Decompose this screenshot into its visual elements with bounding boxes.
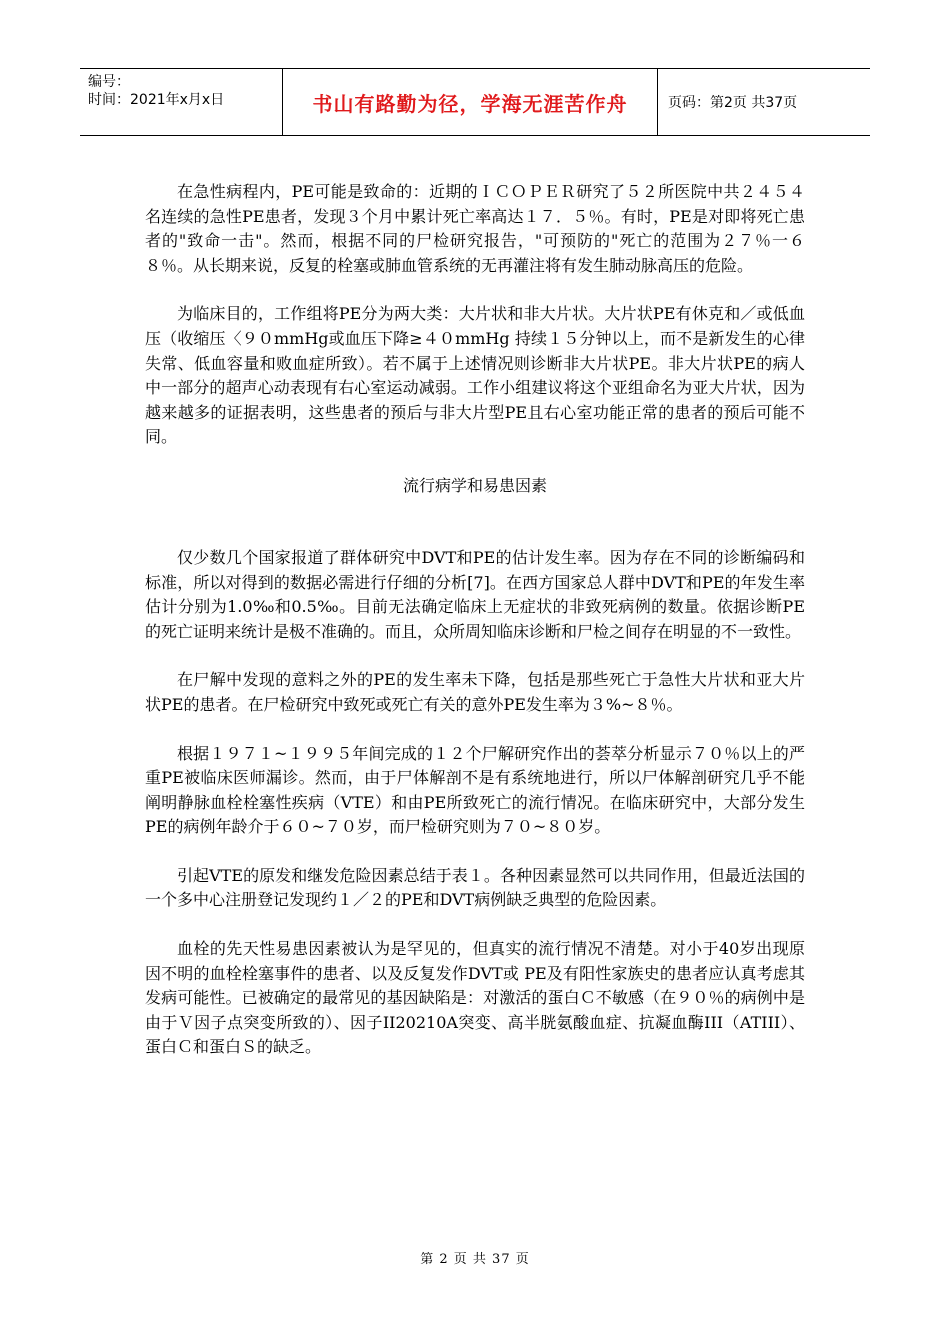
paragraph-autopsy: 在尸解中发现的意料之外的PE的发生率未下降，包括是那些死亡于急性大片状和亚大片状PE的患者。在尸检研究中致死或死亡有关的意外PE发生率为３%~８％。 <box>145 670 805 714</box>
paragraph-incidence: 仅少数几个国家报道了群体研究中DVT和PE的估计发生率。因为存在不同的诊断编码和标准，所以对得到的数据必需进行仔细的分析[7]。在西方国家总人群中DVT和PE的年发生率估计分别为1.0‰和0.5‰。目前无法确定临床上无症状的非致死病例的数量。依据诊断PE的死亡证明来统计是极不准确的。而且，众所周知临床诊断和尸检之间存在明显的不一致性。 <box>145 547 805 641</box>
document-body <box>145 180 805 1084</box>
section-title: 流行病学和易患因素 <box>402 475 547 495</box>
serial-label: 编号： <box>88 74 130 90</box>
header-page-cell <box>658 69 870 135</box>
header-motto-cell <box>283 69 658 135</box>
paragraph-risk-factors: 引起VTE的原发和继发危险因素总结于表１。各种因素显然可以共同作用，但最近法国的一个多中心注册登记发现约１／２的PE和DVT病例缺乏典型的危险因素。 <box>145 865 805 910</box>
header-left-cell <box>80 69 283 135</box>
header-table <box>80 68 870 136</box>
motto-text: 书山有路勤为径，学海无涯苦作舟 <box>312 91 628 116</box>
page-footer: 第 2 页 共 37 页 <box>420 1252 530 1267</box>
date-line: 时间：2021年x月x日 <box>88 92 225 108</box>
page-info: 页码：第2页 共37页 <box>668 95 798 111</box>
paragraph-meta-analysis: 根据１９７１~１９９５年间完成的１２个尸解研究作出的荟萃分析显示７０％以上的严重PE被临床医师漏诊。然而，由于尸体解剖不是有系统地进行，所以尸体解剖研究几乎不能阐明静脉血栓栓塞性疾病（VTE）和由PE所致死亡的流行情况。在临床研究中，大部分发生PE的病例年龄介于６０~７０岁，而尸检研究则为７０~８０岁。 <box>145 743 805 837</box>
paragraph-congenital: 血栓的先天性易患因素被认为是罕见的，但真实的流行情况不清楚。对小于40岁出现原因不明的血栓栓塞事件的患者、以及反复发作DVT或 PE及有阳性家族史的患者应认真考虑其发病可能性。已被确定的最常见的基因缺陷是：对激活的蛋白Ｃ不敏感（在９０％的病例中是由于Ｖ因子点突变所致的）、因子II20210A突变、高半胱氨酸血症、抗凝血酶III（ATIII）、蛋白Ｃ和蛋白Ｓ的缺乏。 <box>145 939 805 1057</box>
paragraph-icoper: 在急性病程内，PE可能是致命的：近期的ＩＣＯＰＥＲ研究了５２所医院中共２４５４名连续的急性PE患者，发现３个月中累计死亡率高达１７．５％。有时，PE是对即将死亡患者的"致命一击"。然而，根据不同的尸检研究报告，"可预防的"死亡的范围为２７％一６８％。从长期来说，反复的栓塞或肺血管系统的无再灌注将有发生肺动脉高压的危险。 <box>145 182 805 275</box>
paragraph-classification: 为临床目的，工作组将PE分为两大类：大片状和非大片状。大片状PE有休克和／或低血压（收缩压〈９０mmHg或血压下降≥４０mmHg 持续１５分钟以上，而不是新发生的心律失常、低血容量和败血症所致）。若不属于上述情况则诊断非大片状PE。非大片状PE的病人中一部分的超声心动表现有右心室运动减弱。工作小组建议将这个亚组命名为亚大片状，因为越来越多的证据表明，这些患者的预后与非大片型PE且右心室功能正常的患者的预后可能不同。 <box>145 304 805 447</box>
